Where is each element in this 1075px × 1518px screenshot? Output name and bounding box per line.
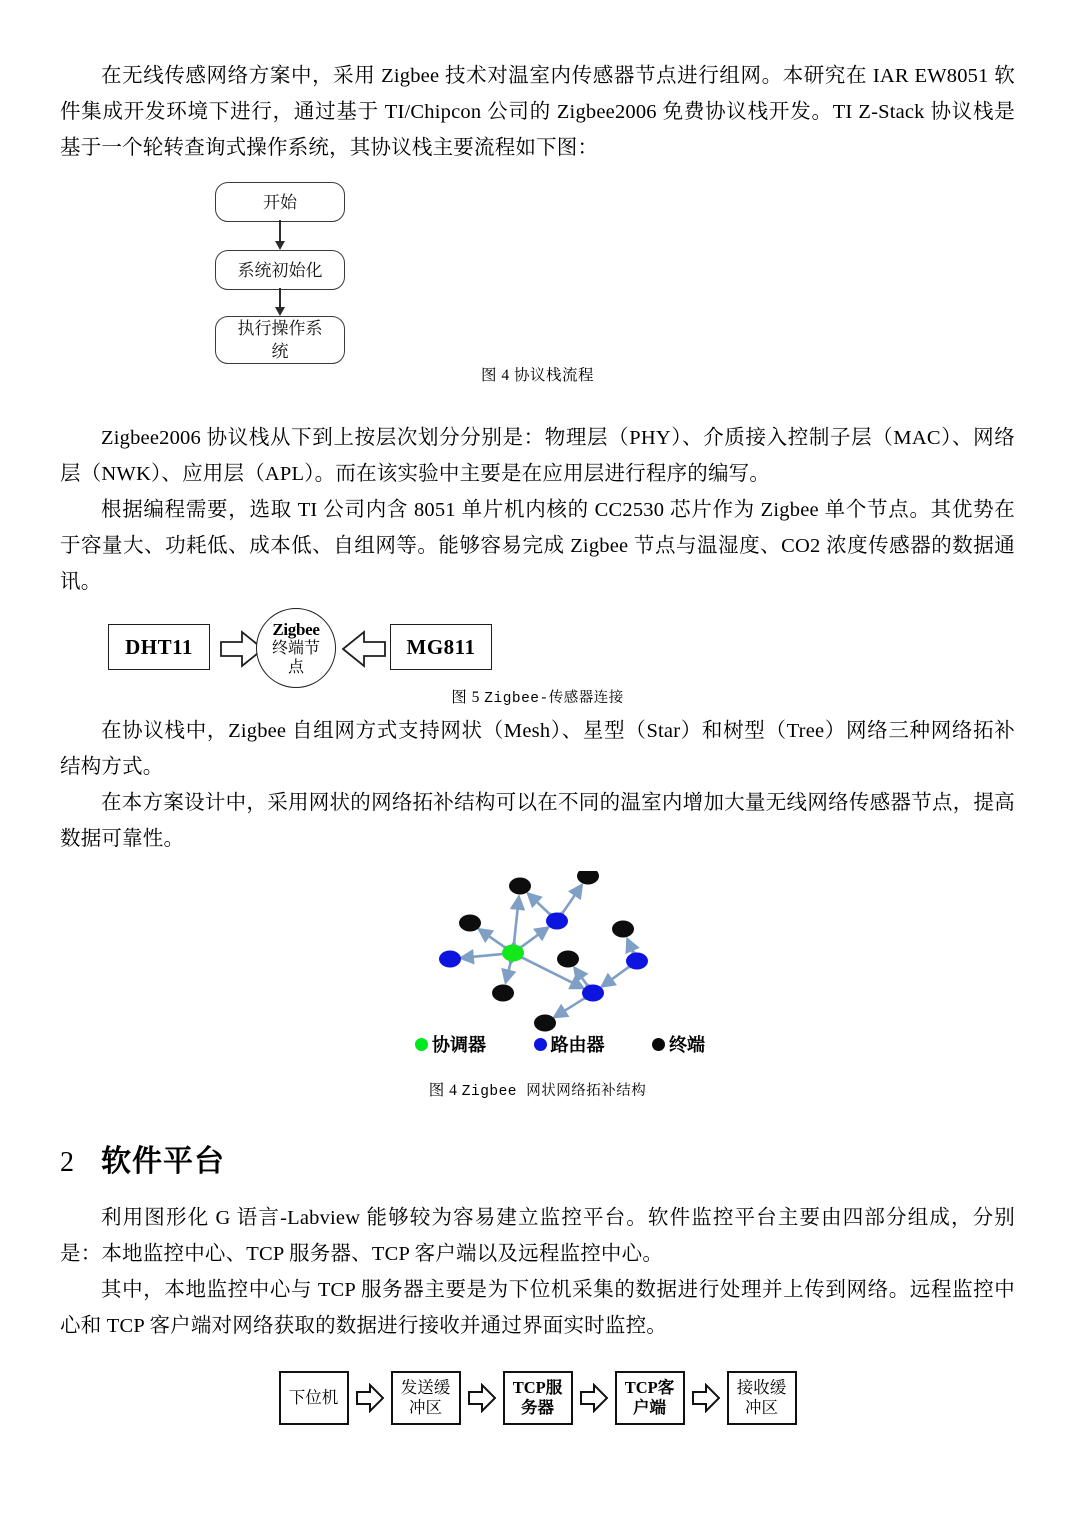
mesh-link — [514, 897, 519, 942]
caption-figure-5-zigbee-sensor — [60, 688, 1015, 709]
caption-figure-4-mesh-topology — [60, 1081, 1015, 1102]
paragraph-2: Zigbee2006 协议栈从下到上按层次划分分别是：物理层（PHY）、介质接入控制子层（MAC）、网络层（NWK）、应用层（APL）。而在该实验中主要是在应用层进行程序的编写。 — [60, 427, 1015, 485]
tcp-flow-box — [615, 1371, 685, 1425]
legend-item-router — [534, 1031, 605, 1057]
tcp-flow-box — [727, 1371, 797, 1425]
sensor-box-mg811-label: MG811 — [406, 634, 476, 659]
mesh-link — [602, 967, 628, 986]
mesh-node-coordinator — [502, 945, 524, 962]
caption-mesh-main: Zigbee 网状网络拓补结构 — [461, 1084, 647, 1100]
flow-node-system-init-label: 系统初始化 — [237, 260, 323, 280]
mesh-node-endpoint — [577, 871, 599, 885]
mesh-node-endpoint — [492, 985, 514, 1002]
legend-item-coordinator — [415, 1031, 486, 1057]
mesh-link — [522, 927, 548, 946]
mesh-link — [479, 929, 504, 946]
paragraph-4: 在协议栈中，Zigbee 自组网方式支持网状（Mesh）、星型（Star）和树型（Tree）网络三种网络拓补结构方式。 — [60, 720, 1015, 778]
mesh-link — [563, 885, 582, 912]
section-number: 2 — [60, 1147, 75, 1178]
section-title: 软件平台 — [101, 1145, 225, 1178]
tcp-flow-box — [391, 1371, 461, 1425]
mesh-node-endpoint — [459, 915, 481, 932]
caption-figure-5-prefix: 图 5 — [451, 689, 485, 706]
flow-arrow-1 — [279, 220, 281, 242]
figure-tcp-data-flow — [60, 1368, 1015, 1428]
caption-figure-5-main: Zigbee-传感器连接 — [484, 691, 624, 707]
sensor-box-dht11 — [108, 624, 210, 670]
mesh-node-router — [626, 953, 648, 970]
caption-mesh-prefix: 图 4 — [428, 1082, 462, 1099]
mesh-node-endpoint — [557, 951, 579, 968]
mesh-node-router — [546, 913, 568, 930]
legend-dot-coordinator — [415, 1038, 428, 1051]
tcp-flow-box-line: TCP客 — [624, 1378, 675, 1397]
sensor-box-mg811 — [390, 624, 492, 670]
legend-label-coordinator: 协调器 — [432, 1035, 486, 1055]
page-content — [60, 0, 1015, 1428]
flow-arrow-2 — [279, 288, 281, 308]
mesh-link — [461, 954, 502, 958]
tcp-flow-box-line: TCP服 — [512, 1378, 563, 1397]
flow-node-run-os — [215, 316, 345, 364]
legend-dot-router — [534, 1038, 547, 1051]
tcp-flow-box-line: 下位机 — [288, 1388, 339, 1407]
mesh-node-endpoint — [534, 1015, 556, 1032]
flow-node-start — [215, 182, 345, 222]
mesh-node-endpoint — [612, 921, 634, 938]
tcp-flow-box — [279, 1371, 349, 1425]
flow-node-system-init — [215, 250, 345, 290]
flow-node-run-os-label-line2: 统 — [271, 342, 289, 361]
tcp-flow-box-line: 冲区 — [745, 1398, 778, 1417]
legend-item-endpoint — [652, 1031, 705, 1057]
caption-figure-4-protocol-stack: 图 4 协议栈流程 — [480, 367, 594, 384]
tcp-flow-box-line: 冲区 — [409, 1398, 442, 1417]
paragraph-5: 在本方案设计中，采用网状的网络拓补结构可以在不同的温室内增加大量无线网络传感器节点，提高数据可靠性。 — [60, 792, 1015, 850]
tcp-block-arrow-icon — [692, 1383, 720, 1413]
flow-node-start-label: 开始 — [263, 192, 297, 212]
block-arrow-left-icon — [342, 630, 386, 673]
mesh-link — [528, 894, 549, 914]
mesh-topology-graphic — [415, 871, 675, 1046]
legend-dot-endpoint — [652, 1038, 665, 1051]
legend-label-router: 路由器 — [550, 1035, 605, 1055]
paragraph-7: 其中，本地监控中心与 TCP 服务器主要是为下位机采集的数据进行处理并上传到网络。远程监控中心和 TCP 客户端对网络获取的数据进行接收并通过界面实时监控。 — [60, 1279, 1015, 1337]
figure-zigbee-sensor-connection — [60, 610, 1015, 688]
figure-protocol-stack-flowchart — [60, 176, 1015, 366]
zigbee-end-node-line3: 点 — [287, 658, 304, 676]
tcp-flow-box-line: 户端 — [633, 1398, 666, 1417]
flow-node-run-os-label-line1: 执行操作系 — [237, 319, 323, 338]
tcp-flow-box-line: 务器 — [521, 1398, 554, 1417]
zigbee-end-node-line2: 终端节 — [271, 639, 320, 657]
paragraph-6: 利用图形化 G 语言-Labview 能够较为容易建立监控平台。软件监控平台主要由四部分组成，分别是：本地监控中心、TCP 服务器、TCP 客户端以及远程监控中心。 — [60, 1207, 1015, 1265]
tcp-flow-box — [503, 1371, 573, 1425]
mesh-link — [554, 999, 583, 1017]
tcp-block-arrow-icon — [580, 1383, 608, 1413]
zigbee-end-node-circle — [256, 608, 336, 688]
mesh-node-router — [582, 985, 604, 1002]
zigbee-end-node-line1: Zigbee — [272, 619, 320, 639]
paragraph-1: 在无线传感网络方案中，采用 Zigbee 技术对温室内传感器节点进行组网。本研究在 IAR EW8051 软件集成开发环境下进行，通过基于 TI/Chipcon 公司的 Zigbee2006 免费协议栈开发。TI Z-Stack 协议栈是基于一个轮转查询式操作系统，其协议栈主要流程如下图： — [60, 65, 1015, 159]
tcp-flow-box-line: 发送缓 — [400, 1378, 451, 1397]
mesh-link — [627, 939, 632, 951]
mesh-topology-legend — [415, 1031, 705, 1057]
mesh-link — [506, 964, 511, 983]
paragraph-3: 根据编程需要，选取 TI 公司内含 8051 单片机内核的 CC2530 芯片作为 Zigbee 单个节点。其优势在于容量大、功耗低、成本低、自组网等。能够容易完成 Zigbee 节点与温湿度、CO2 浓度传感器的数据通讯。 — [60, 499, 1015, 593]
legend-label-endpoint: 终端 — [669, 1035, 705, 1055]
figure-mesh-topology — [60, 871, 1015, 1081]
section-heading-software-platform — [60, 1136, 1015, 1180]
mesh-link — [575, 968, 587, 984]
sensor-box-dht11-label: DHT11 — [125, 634, 193, 659]
tcp-flow-box-line: 接收缓 — [736, 1378, 787, 1397]
tcp-block-arrow-icon — [356, 1383, 384, 1413]
tcp-block-arrow-icon — [468, 1383, 496, 1413]
mesh-node-router — [439, 951, 461, 968]
mesh-node-endpoint — [509, 878, 531, 895]
